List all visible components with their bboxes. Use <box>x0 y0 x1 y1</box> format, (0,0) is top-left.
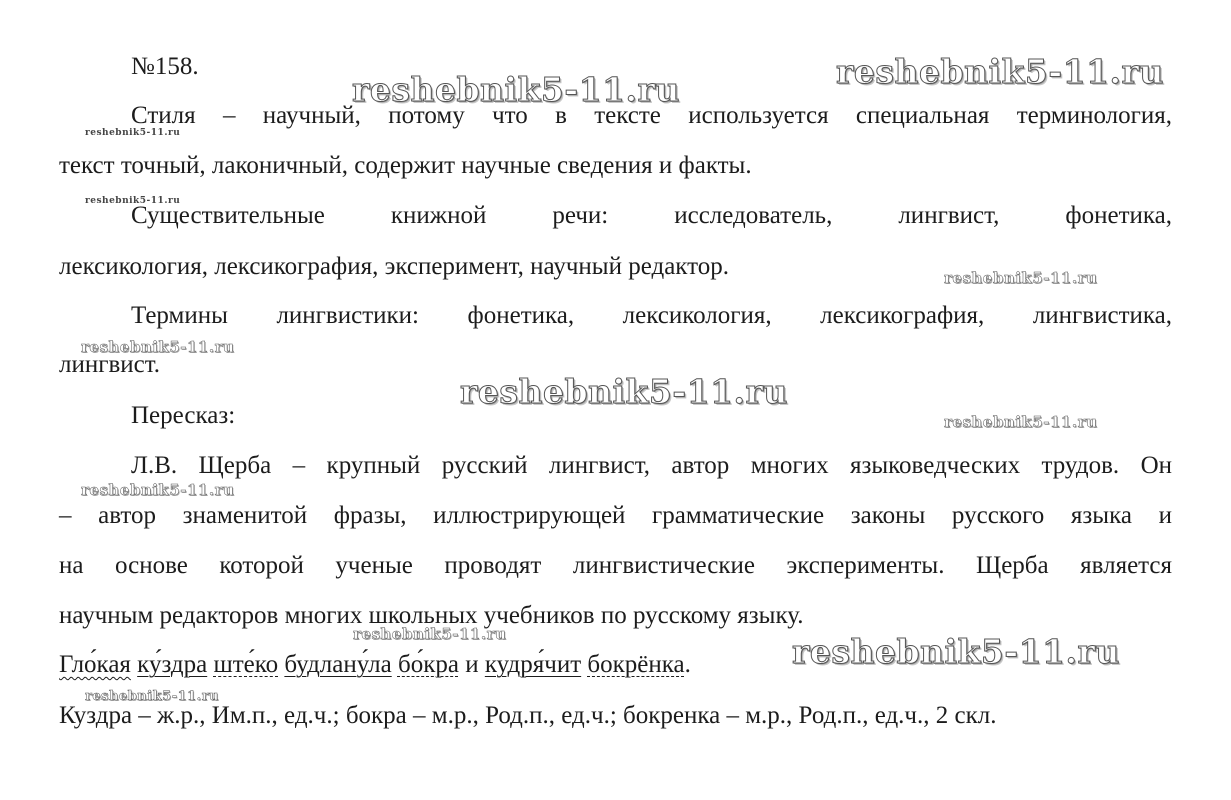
paragraph-nouns-line-1: Существительные книжной речи: исследователь, лингвист, фонетика, <box>131 202 1172 229</box>
paragraph-style-line-2: текст точный, лаконичный, содержит научные сведения и факты. <box>59 152 752 179</box>
watermark-bottom-right: reshebnik5-11.ru <box>792 632 1120 671</box>
paragraph-nouns-line-2: лексикология, лексикография, эксперимент, научный редактор. <box>59 253 729 280</box>
paragraph-style-line-1: Стиля – научный, потому что в тексте используется специальная терминология, <box>131 102 1172 129</box>
analysis-line: Куздра – ж.р., Им.п., ед.ч.; бокра – м.р., Род.п., ед.ч.; бокренка – м.р., Род.п., ед.ч., 2 скл. <box>59 702 997 729</box>
phrase-end: . <box>684 651 691 678</box>
watermark-top-center: reshebnik5-11.ru <box>352 70 680 109</box>
phrase-word-shteko: ште́ко <box>213 651 279 678</box>
phrase-word-bokra: бо́кра <box>397 651 459 678</box>
phrase-word-glokaya: Гло́кая <box>59 651 131 678</box>
paragraph-retelling-line-4: научным редакторов многих школьных учебников по русскому языку. <box>59 602 804 629</box>
watermark-left-1: reshebnik5-11.ru <box>81 338 235 356</box>
paragraph-retelling-line-1: Л.В. Щерба – крупный русский лингвист, автор многих языковедческих трудов. Он <box>131 452 1172 479</box>
watermark-top-right: reshebnik5-11.ru <box>836 52 1164 91</box>
watermark-mid-right-2: reshebnik5-11.ru <box>944 413 1098 431</box>
watermark-left-2: reshebnik5-11.ru <box>81 481 235 499</box>
watermark-mid-right-1: reshebnik5-11.ru <box>944 269 1098 287</box>
watermark-bottom-left: reshebnik5-11.ru <box>85 689 220 704</box>
phrase-word-kudryachit: кудря́чит <box>484 651 582 678</box>
watermark-center: reshebnik5-11.ru <box>460 372 788 411</box>
phrase-word-budlanula: будлану́ла <box>284 651 392 678</box>
paragraph-terms-line-2: лингвист. <box>59 351 161 378</box>
paragraph-terms-line-1: Термины лингвистики: фонетика, лексикология, лексикография, лингвистика, <box>131 302 1172 329</box>
phrase-word-bokryonka: бокрёнка <box>587 651 685 678</box>
famous-phrase <box>59 650 691 680</box>
exercise-number: №158. <box>131 53 199 80</box>
paragraph-retelling-line-3: на основе которой ученые проводят лингвистические эксперименты. Щерба является <box>59 552 1172 579</box>
watermark-tiny-2: reshebnik5-11.ru <box>85 196 181 206</box>
retelling-heading: Пересказ: <box>131 402 236 429</box>
paragraph-retelling-line-2: – автор знаменитой фразы, иллюстрирующей грамматические законы русского языка и <box>59 502 1172 529</box>
watermark-tiny-1: reshebnik5-11.ru <box>85 128 181 138</box>
phrase-word-kuzdra: ку́здра <box>137 651 208 678</box>
phrase-word-i: и <box>465 651 479 678</box>
watermark-bottom-center: reshebnik5-11.ru <box>353 625 507 643</box>
